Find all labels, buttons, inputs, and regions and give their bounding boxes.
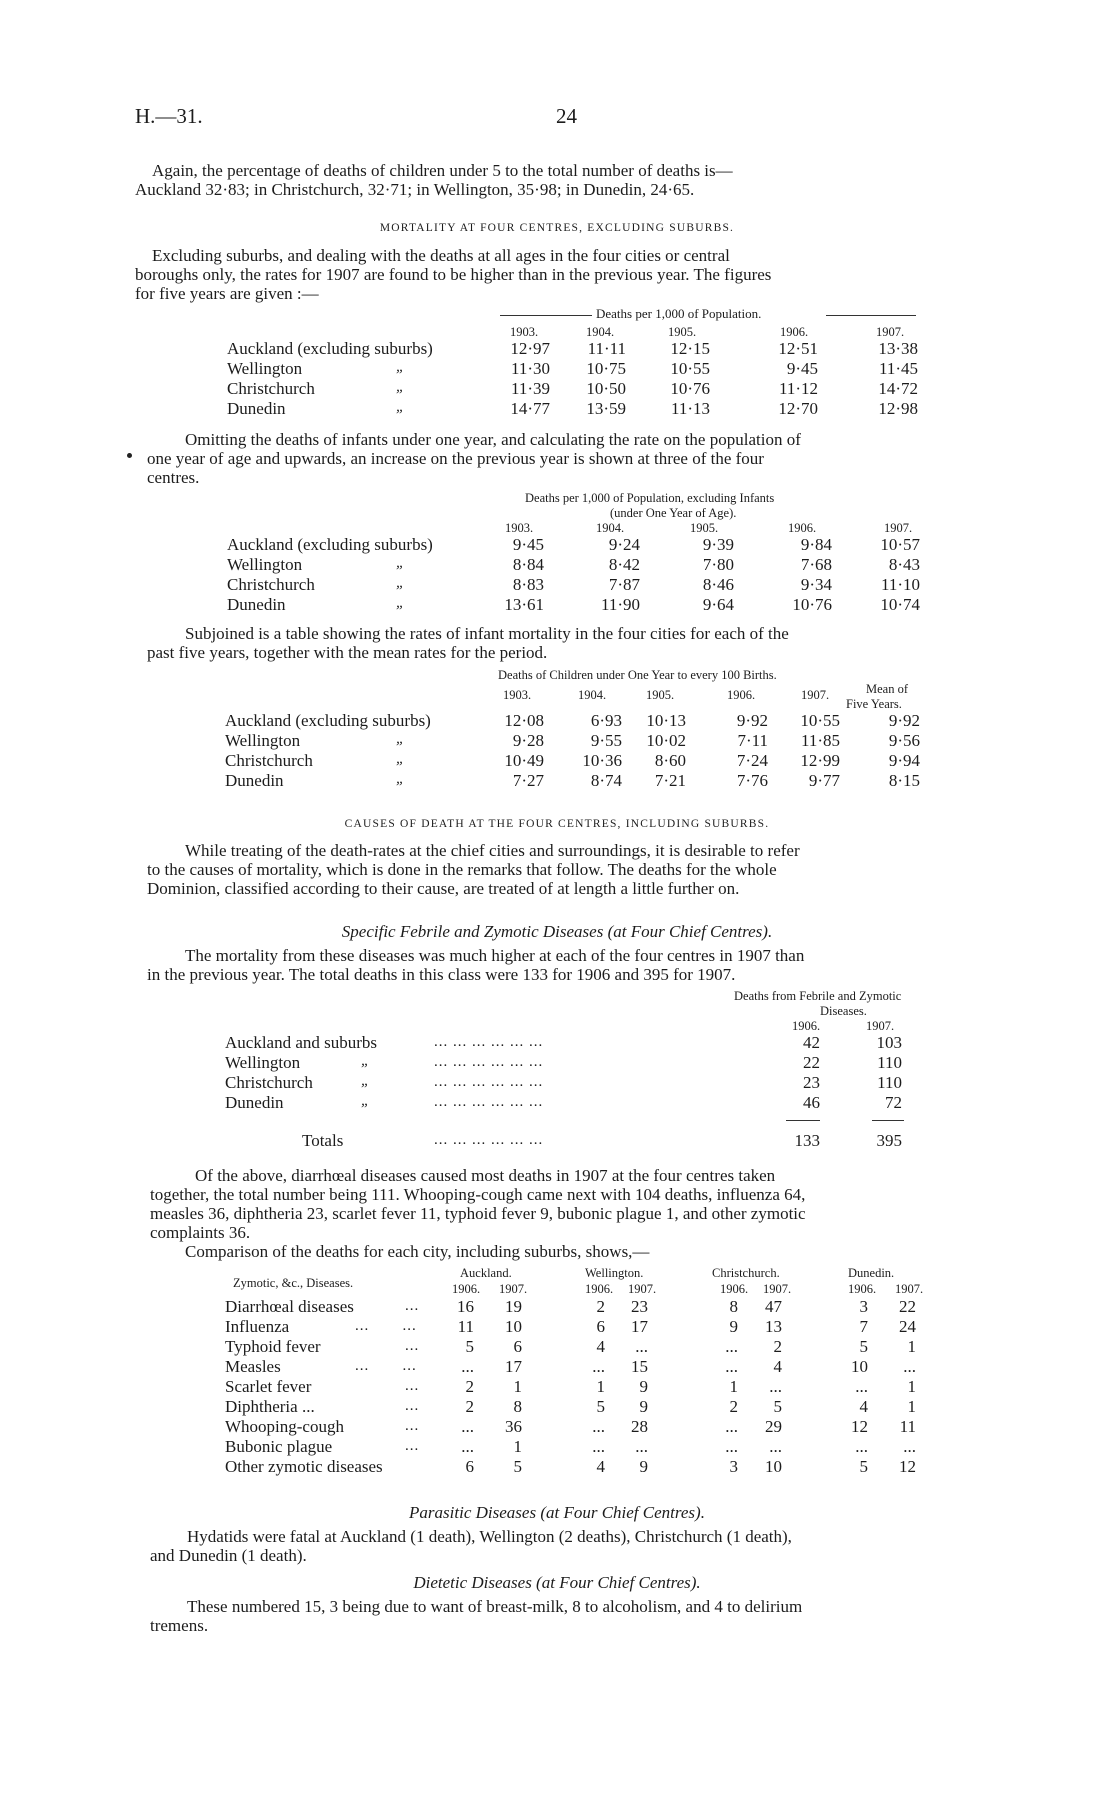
table5-row-label: Whooping-cough	[225, 1417, 344, 1436]
ditto-mark: „	[396, 399, 405, 415]
table1-cell: 12·51	[778, 339, 818, 358]
table5-cell: 1	[513, 1437, 522, 1456]
table1-cell: 10·55	[670, 359, 710, 378]
table4-cell: 22	[803, 1053, 820, 1072]
table2-row-label: Christchurch	[227, 575, 315, 594]
table2-cell: 13·61	[504, 595, 544, 614]
leader-dots: ... ...	[355, 1358, 417, 1374]
table2-cell: 11·10	[880, 575, 920, 594]
table5-cell: 6	[513, 1337, 522, 1356]
table3-year: 1904.	[578, 688, 607, 702]
table5-cell: 16	[457, 1297, 474, 1316]
table5-cell: 6	[465, 1457, 474, 1476]
table3-cell: 7·76	[736, 771, 768, 790]
table5-cell: 24	[899, 1317, 916, 1336]
table5-cell: 10	[505, 1317, 522, 1336]
table5-city: Auckland.	[460, 1266, 512, 1280]
table5-cell: 1	[513, 1377, 522, 1396]
table5-cell: 5	[596, 1397, 605, 1416]
caption-rule-right	[826, 315, 916, 316]
table5-cell: 36	[505, 1417, 522, 1436]
ditto-mark: „	[396, 731, 405, 747]
table5-cell: 12	[851, 1417, 868, 1436]
table1-cell: 12·70	[778, 399, 818, 418]
table5-cell: 2	[773, 1337, 782, 1356]
table5-cell: 8	[513, 1397, 522, 1416]
table2-cell: 9·45	[512, 535, 544, 554]
table5-cell: 17	[505, 1357, 522, 1376]
table3-cell: 8·15	[888, 771, 920, 790]
ditto-mark: „	[396, 575, 405, 591]
table5-city: Christchurch.	[712, 1266, 780, 1280]
ditto-mark: „	[396, 595, 405, 611]
table3-row-label: Wellington	[225, 731, 301, 750]
leader-dots: ...	[405, 1298, 420, 1314]
table5-cell: 3	[729, 1457, 738, 1476]
table1-cell: 11·45	[878, 359, 918, 378]
section-heading-causes: CAUSES OF DEATH AT THE FOUR CENTRES, INCLUDING SUBURBS.	[344, 818, 770, 830]
table3-cell: 11·85	[800, 731, 840, 750]
table5-cell: 28	[631, 1417, 648, 1436]
table2-year: 1904.	[596, 521, 625, 535]
table5-row-label: Measles	[225, 1357, 281, 1376]
para4-line-4: complaints 36.	[150, 1223, 251, 1242]
totals-rule	[786, 1120, 820, 1121]
table3-cell: 7·11	[737, 731, 768, 750]
table4-cell: 72	[885, 1093, 902, 1112]
table4-cell: 42	[803, 1033, 820, 1052]
para2-line-2: one year of age and upwards, an increase on the previous year is shown at three of the four	[147, 449, 764, 468]
table4-row-label: Auckland and suburbs	[225, 1033, 378, 1052]
table5-row-label: Diphtheria ...	[225, 1397, 315, 1416]
table3-cell: 7·27	[512, 771, 544, 790]
table2-row-label: Dunedin	[227, 595, 286, 614]
leader-dots: ... ...	[355, 1318, 417, 1334]
table1-cell: 11·30	[510, 359, 550, 378]
para2-line-1: Omitting the deaths of infants under one year, and calculating the rate on the population of	[185, 430, 801, 449]
table1-cell: 11·11	[587, 339, 626, 358]
table1-year: 1905.	[668, 325, 697, 339]
table4-caption: Diseases.	[820, 1004, 867, 1018]
table5-cell: 10	[765, 1457, 782, 1476]
table3-cell: 10·02	[646, 731, 686, 750]
table2-cell: 10·76	[792, 595, 832, 614]
table1-year: 1906.	[780, 325, 809, 339]
table4-row-label: Wellington	[225, 1053, 301, 1072]
table5-row-label: Scarlet fever	[225, 1377, 312, 1396]
section4-line-1: Hydatids were fatal at Auckland (1 death), Wellington (2 deaths), Christchurch (1 death),	[187, 1527, 792, 1546]
table1-cell: 11·39	[510, 379, 550, 398]
table4-cell: 46	[803, 1093, 820, 1112]
leader-dots: ... ... ... ... ... ...	[434, 1094, 544, 1110]
table5-cell: 19	[505, 1297, 522, 1316]
table5-cell: 1	[907, 1397, 916, 1416]
table1-row-label: Wellington	[227, 359, 303, 378]
section2-line-1: While treating of the death-rates at the chief cities and surroundings, it is desirable to refer	[185, 841, 800, 860]
table5-cell: 9	[639, 1457, 648, 1476]
table1-cell: 12·97	[510, 339, 550, 358]
table5-cell: 7	[859, 1317, 868, 1336]
table3-cell: 12·08	[504, 711, 544, 730]
table5-cell: 11	[899, 1417, 916, 1436]
ditto-mark: „	[396, 555, 405, 571]
table2-cell: 9·84	[800, 535, 832, 554]
leader-dots: ...	[405, 1438, 420, 1454]
table5-cell: 10	[851, 1357, 868, 1376]
table2-caption: Deaths per 1,000 of Population, excluding Infants	[525, 491, 775, 505]
table5-year: 1907.	[895, 1282, 924, 1296]
ditto-mark: „	[361, 1093, 370, 1109]
para3-line-1: Subjoined is a table showing the rates of infant mortality in the four cities for each of the	[185, 624, 789, 643]
table5-cell: ...	[725, 1417, 738, 1436]
table2-caption: (under One Year of Age).	[610, 506, 737, 520]
table2-cell: 7·80	[702, 555, 734, 574]
section-heading-mortality: MORTALITY AT FOUR CENTRES, EXCLUDING SUBURBS.	[379, 222, 735, 234]
ditto-mark: „	[396, 359, 405, 375]
table4-cell: 110	[877, 1053, 902, 1072]
table1-cell: 12·15	[670, 339, 710, 358]
table5-cell: ...	[725, 1357, 738, 1376]
table3-cell: 7·24	[736, 751, 768, 770]
table1-row-label: Dunedin	[227, 399, 286, 418]
table5-cell: 3	[859, 1297, 868, 1316]
section5-line-2: tremens.	[150, 1616, 209, 1635]
table1-cell: 10·76	[670, 379, 710, 398]
caption-rule-left	[500, 315, 592, 316]
table3-cell: 12·99	[800, 751, 840, 770]
table5-cell: 6	[596, 1317, 605, 1336]
table3-cell: 10·36	[582, 751, 622, 770]
table5-city: Wellington.	[585, 1266, 644, 1280]
para4-line-5: Comparison of the deaths for each city, including suburbs, shows,—	[185, 1242, 650, 1261]
section2-line-3: Dominion, classified according to their cause, are treated of at length a little further on.	[147, 879, 740, 898]
totals-rule	[872, 1120, 904, 1121]
table4-cell: 23	[803, 1073, 820, 1092]
table3-cell: 9·56	[888, 731, 920, 750]
table1-cell: 11·13	[670, 399, 710, 418]
leader-dots: ... ... ... ... ... ...	[434, 1054, 544, 1070]
table2-cell: 8·46	[702, 575, 734, 594]
table5-cell: 2	[465, 1397, 474, 1416]
table1-caption: Deaths per 1,000 of Population.	[596, 306, 762, 321]
leader-dots: ...	[405, 1418, 420, 1434]
table4-row-label: Christchurch	[225, 1073, 313, 1092]
table3-cell: 10·13	[646, 711, 686, 730]
table2-cell: 9·64	[702, 595, 734, 614]
table1-cell: 10·50	[586, 379, 626, 398]
section3-line-2: in the previous year. The total deaths in this class were 133 for 1906 and 395 for 1907.	[147, 965, 736, 984]
section4-line-2: and Dunedin (1 death).	[150, 1546, 307, 1565]
intro-line-2: Auckland 32·83; in Christchurch, 32·71; in Wellington, 35·98; in Dunedin, 24·65.	[135, 180, 695, 199]
table5-year: 1906.	[720, 1282, 749, 1296]
table1-cell: 13·59	[586, 399, 626, 418]
section-heading-dietetic: Dietetic Diseases (at Four Chief Centres).	[413, 1573, 701, 1592]
table3-cell: 9·55	[590, 731, 622, 750]
table5-cell: ...	[461, 1437, 474, 1456]
table3-mean-header: Mean of	[866, 682, 908, 696]
table1-cell: 13·38	[878, 339, 918, 358]
table3-year: 1906.	[727, 688, 756, 702]
table2-year: 1907.	[884, 521, 913, 535]
table5-cell: ...	[461, 1357, 474, 1376]
table1-cell: 14·77	[510, 399, 550, 418]
para2-line-3: centres.	[147, 468, 200, 487]
table3-cell: 6·93	[590, 711, 622, 730]
ditto-mark: „	[361, 1073, 370, 1089]
table3-row-label: Dunedin	[225, 771, 284, 790]
table5-cell: 29	[765, 1417, 782, 1436]
leader-dots: ...	[405, 1398, 420, 1414]
table3-row-label: Auckland (excluding suburbs)	[225, 711, 431, 730]
table3-cell: 9·28	[512, 731, 544, 750]
table5-cell: 22	[899, 1297, 916, 1316]
ditto-mark: „	[396, 771, 405, 787]
table5-cell: 5	[859, 1457, 868, 1476]
table1-year: 1907.	[876, 325, 905, 339]
table5-cell: ...	[903, 1357, 916, 1376]
section2-line-2: to the causes of mortality, which is done in the remarks that follow. The deaths for the whole	[147, 860, 777, 879]
leader-dots: ...	[405, 1378, 420, 1394]
table5-cell: 5	[513, 1457, 522, 1476]
table5-cell: 4	[859, 1397, 868, 1416]
table2-cell: 8·42	[608, 555, 640, 574]
table5-year: 1906.	[848, 1282, 877, 1296]
table5-cell: ...	[903, 1437, 916, 1456]
table3-cell: 8·60	[654, 751, 686, 770]
table3-cell: 10·49	[504, 751, 544, 770]
table3-year: 1907.	[801, 688, 830, 702]
table5-cell: 23	[631, 1297, 648, 1316]
table5-cell: 9	[729, 1317, 738, 1336]
table3-year: 1903.	[503, 688, 532, 702]
section1-line-3: for five years are given :—	[135, 284, 319, 303]
table4-cell: 103	[876, 1033, 902, 1052]
table5-cell: 4	[596, 1337, 605, 1356]
table5-cell: ...	[592, 1357, 605, 1376]
table3-cell: 7·21	[654, 771, 686, 790]
table3-cell: 10·55	[800, 711, 840, 730]
section5-line-1: These numbered 15, 3 being due to want of breast-milk, 8 to alcoholism, and 4 to delirium	[187, 1597, 803, 1616]
leader-dots: ... ... ... ... ... ...	[434, 1034, 544, 1050]
table5-cell: 1	[596, 1377, 605, 1396]
section1-line-2: boroughs only, the rates for 1907 are found to be higher than in the previous year. The figures	[135, 265, 772, 284]
table5-cell: 15	[631, 1357, 648, 1376]
ditto-mark: „	[361, 1053, 370, 1069]
table3-row-label: Christchurch	[225, 751, 313, 770]
table5-cell: 1	[729, 1377, 738, 1396]
table5-cell: ...	[461, 1417, 474, 1436]
ditto-mark: „	[396, 379, 405, 395]
para3-line-2: past five years, together with the mean rates for the period.	[147, 643, 548, 662]
table4-year: 1906.	[792, 1019, 821, 1033]
table5-cell: 4	[773, 1357, 782, 1376]
table5-cell: 1	[907, 1337, 916, 1356]
table1-cell: 11·12	[778, 379, 818, 398]
table2-cell: 10·74	[880, 595, 920, 614]
table5-cell: 9	[639, 1397, 648, 1416]
table2-cell: 9·39	[702, 535, 734, 554]
table3-mean-header: Five Years.	[846, 697, 902, 711]
table2-row-label: Wellington	[227, 555, 303, 574]
table5-cell: 2	[596, 1297, 605, 1316]
table2-cell: 10·57	[880, 535, 920, 554]
table5-cell: 5	[465, 1337, 474, 1356]
table5-cell: 4	[596, 1457, 605, 1476]
table5-year: 1906.	[585, 1282, 614, 1296]
table5-cell: ...	[769, 1377, 782, 1396]
table5-row-label: Diarrhœal diseases	[225, 1297, 354, 1316]
table5-row-label: Typhoid fever	[225, 1337, 321, 1356]
table3-cell: 9·92	[888, 711, 920, 730]
table5-cell: 8	[729, 1297, 738, 1316]
table5-cell: 2	[729, 1397, 738, 1416]
table3-cell: 8·74	[590, 771, 622, 790]
table5-year: 1907.	[763, 1282, 792, 1296]
table5-cell: 47	[765, 1297, 782, 1316]
table5-cell: ...	[592, 1437, 605, 1456]
table1-cell: 9·45	[786, 359, 818, 378]
table5-cell: ...	[592, 1417, 605, 1436]
table2-year: 1903.	[505, 521, 534, 535]
ditto-mark: „	[396, 751, 405, 767]
table2-year: 1905.	[690, 521, 719, 535]
table2-cell: 8·84	[512, 555, 544, 574]
para4-line-1: Of the above, diarrhœal diseases caused most deaths in 1907 at the four centres taken	[195, 1166, 776, 1185]
margin-dot	[127, 453, 132, 458]
table5-row-label: Other zymotic diseases	[225, 1457, 383, 1476]
table5-year: 1907.	[628, 1282, 657, 1296]
table5-row-label: Bubonic plague	[225, 1437, 333, 1456]
table5-city: Dunedin.	[848, 1266, 895, 1280]
table5-cell: ...	[855, 1437, 868, 1456]
table5-cell: ...	[725, 1337, 738, 1356]
table1-row-label: Christchurch	[227, 379, 315, 398]
table5-cell: 2	[465, 1377, 474, 1396]
section-heading-febrile: Specific Febrile and Zymotic Diseases (at Four Chief Centres).	[341, 922, 773, 941]
table5-row-label: Influenza	[225, 1317, 290, 1336]
leader-dots: ... ... ... ... ... ...	[434, 1074, 544, 1090]
table5-cell: 11	[457, 1317, 474, 1336]
leader-dots: ... ... ... ... ... ...	[434, 1132, 544, 1148]
table2-cell: 9·34	[800, 575, 832, 594]
table5-cell: ...	[855, 1377, 868, 1396]
table4-totals-label: Totals	[302, 1131, 344, 1150]
table5-cell: ...	[769, 1437, 782, 1456]
table4-total: 133	[794, 1131, 820, 1150]
table5-cell: ...	[635, 1437, 648, 1456]
table2-cell: 8·43	[888, 555, 920, 574]
table2-cell: 8·83	[512, 575, 544, 594]
table5-cell: 12	[899, 1457, 916, 1476]
table2-cell: 11·90	[600, 595, 640, 614]
table1-year: 1904.	[586, 325, 615, 339]
intro-line-1: Again, the percentage of deaths of children under 5 to the total number of deaths is—	[152, 161, 733, 180]
para4-line-2: together, the total number being 111. Whooping-cough came next with 104 deaths, influenza 64,	[150, 1185, 806, 1204]
table4-year: 1907.	[866, 1019, 895, 1033]
table5-cell: ...	[635, 1337, 648, 1356]
table2-cell: 7·87	[608, 575, 640, 594]
report-reference: H.—31.	[135, 104, 203, 128]
table1-cell: 12·98	[878, 399, 918, 418]
table5-year: 1906.	[452, 1282, 481, 1296]
leader-dots: ...	[405, 1338, 420, 1354]
section1-line-1: Excluding suburbs, and dealing with the deaths at all ages in the four cities or central	[152, 246, 730, 265]
table5-cell: 17	[631, 1317, 648, 1336]
table5-cell: 9	[639, 1377, 648, 1396]
table3-cell: 9·92	[736, 711, 768, 730]
table5-cell: ...	[725, 1437, 738, 1456]
table5-year: 1907.	[499, 1282, 528, 1296]
table3-cell: 9·77	[808, 771, 840, 790]
table5-col-header: Zymotic, &c., Diseases.	[233, 1276, 354, 1290]
table1-cell: 10·75	[586, 359, 626, 378]
table5-cell: 5	[773, 1397, 782, 1416]
table1-year: 1903.	[510, 325, 539, 339]
page-number: 24	[556, 104, 577, 128]
table4-row-label: Dunedin	[225, 1093, 284, 1112]
table2-row-label: Auckland (excluding suburbs)	[227, 535, 433, 554]
table2-cell: 9·24	[608, 535, 640, 554]
table5-cell: 1	[907, 1377, 916, 1396]
table2-year: 1906.	[788, 521, 817, 535]
table4-caption: Deaths from Febrile and Zymotic	[734, 989, 902, 1003]
table1-row-label: Auckland (excluding suburbs)	[227, 339, 433, 358]
para4-line-3: measles 36, diphtheria 23, scarlet fever 11, typhoid fever 9, bubonic plague 1, and other zymotic	[150, 1204, 806, 1223]
table4-total: 395	[876, 1131, 902, 1150]
table2-cell: 7·68	[800, 555, 832, 574]
table3-year: 1905.	[646, 688, 675, 702]
section-heading-parasitic: Parasitic Diseases (at Four Chief Centres).	[409, 1503, 705, 1522]
table5-cell: 13	[765, 1317, 782, 1336]
section3-line-1: The mortality from these diseases was much higher at each of the four centres in 1907 than	[185, 946, 805, 965]
table3-cell: 9·94	[888, 751, 920, 770]
table3-caption: Deaths of Children under One Year to every 100 Births.	[498, 668, 777, 682]
table1-cell: 14·72	[878, 379, 918, 398]
table5-cell: 5	[859, 1337, 868, 1356]
table4-cell: 110	[877, 1073, 902, 1092]
